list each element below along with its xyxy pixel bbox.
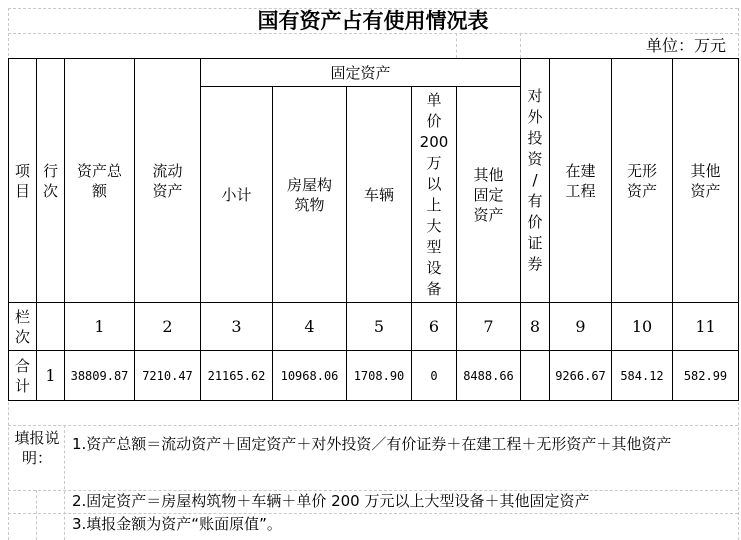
note-3: 3.填报金额为资产“账面原值”。 [72,515,282,533]
total-value-cell: 584.12 [611,350,673,401]
total-value-cell: 9266.67 [549,350,612,401]
header-fixed-assets: 固定资产 [200,58,521,87]
header-char: 投 [527,129,543,147]
header-row-no: 行次 [36,58,65,303]
notes-label: 填报说明： [14,429,60,467]
total-value-cell: 8488.66 [456,350,521,401]
header-other-assets: 其他资产 [672,58,739,303]
gridline [456,33,457,58]
header-item: 项目 [8,58,37,303]
column-index-cell: 7 [456,302,521,351]
column-index-cell: 4 [272,302,347,351]
unit-label: 单位：万元 [645,35,726,55]
header-char: 备 [426,279,442,298]
header-char: 价 [426,111,442,130]
total-value-cell: 1708.90 [346,350,412,401]
total-value-cell: 21165.62 [200,350,273,401]
total-label: 合计 [8,350,37,401]
header-char: 券 [527,255,543,273]
column-index-cell: 3 [200,302,273,351]
column-index-cell: 6 [411,302,457,351]
header-char: 资 [527,150,543,168]
header-char: 设 [426,258,442,277]
header-construction: 在建工程 [549,58,612,303]
total-value-cell: 10968.06 [272,350,347,401]
header-buildings: 房屋构筑物 [272,86,347,303]
header-char: 单 [426,90,442,109]
gridline [36,490,37,540]
column-index-cell: 1 [64,302,135,351]
header-total-assets: 资产总额 [64,58,135,303]
column-index-label: 栏次 [8,302,37,351]
header-char: 外 [527,108,543,126]
header-char: 大 [426,216,442,235]
column-index-row-no [36,302,65,351]
header-char: 万 [426,153,442,172]
total-value-cell: 582.99 [672,350,739,401]
total-row-no: 1 [36,350,65,401]
column-index-cell: 5 [346,302,412,351]
total-value-cell: 0 [411,350,457,401]
total-value-cell: 7210.47 [134,350,201,401]
column-index-cell: 8 [520,302,550,351]
column-index-cell: 10 [611,302,673,351]
header-large-equipment [411,86,457,303]
gridline [64,425,65,540]
column-index-cell: 2 [134,302,201,351]
header-char: 以 [426,174,442,193]
header-char: 上 [426,195,442,214]
header-char: 200 [419,132,449,151]
header-current-assets: 流动资产 [134,58,201,303]
header-intangible: 无形资产 [611,58,673,303]
note-2: 2.固定资产＝房屋构筑物＋车辆＋单价 200 万元以上大型设备＋其他固定资产 [72,492,590,510]
column-index-cell: 11 [672,302,739,351]
header-char: 价 [527,213,543,231]
gridline [8,425,738,426]
header-investment [520,58,550,303]
header-subtotal: 小计 [200,86,273,303]
header-char: 有 [527,192,543,210]
header-char: / [532,171,538,189]
note-1: 1.资产总额＝流动资产＋固定资产＋对外投资／有价证券＋在建工程＋无形资产＋其他资产 [72,435,672,453]
total-value-cell [520,350,550,401]
header-vehicles: 车辆 [346,86,412,303]
header-char: 证 [527,234,543,252]
header-char: 型 [426,237,442,256]
column-index-cell: 9 [549,302,612,351]
header-char: 对 [527,87,543,105]
header-other-fixed: 其他固定资产 [456,86,521,303]
page-title: 国有资产占有使用情况表 [257,7,489,33]
total-value-cell: 38809.87 [64,350,135,401]
